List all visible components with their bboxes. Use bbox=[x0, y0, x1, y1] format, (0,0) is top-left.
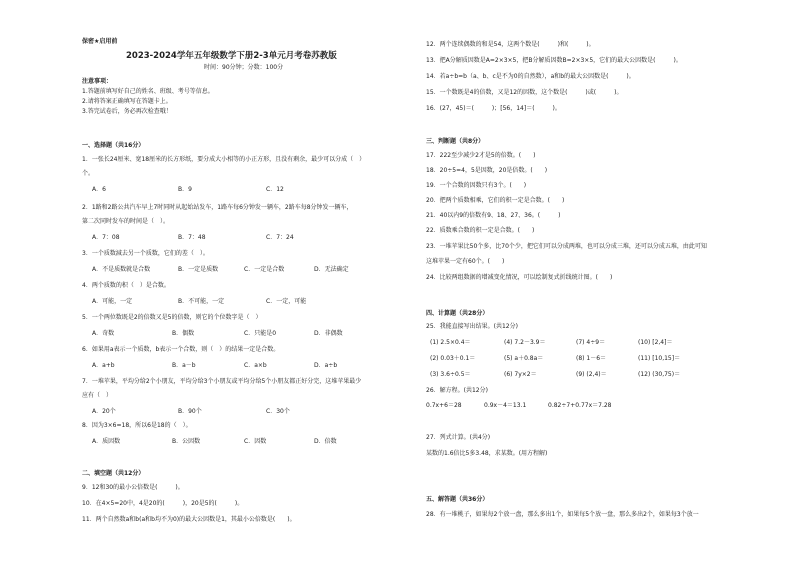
q5-text: 5．一个两位数既是2的倍数又是5的倍数，则它的个位数字是（ ） bbox=[82, 314, 262, 321]
q6-option-d: D．a÷b bbox=[314, 362, 338, 369]
q2-option-c: C．7：24 bbox=[266, 234, 294, 241]
q5-option-b: B．偶数 bbox=[172, 330, 195, 337]
equation-item: 0.82÷7+0.77x＝7.28 bbox=[548, 402, 612, 409]
q8-option-b: B．公因数 bbox=[172, 438, 201, 445]
q13-text: 13．把A分解质因数是A=2×3×5，把B分解质因数B=2×3×5，它们的最大公因数是( )。 bbox=[426, 57, 682, 64]
q8-option-c: C．因数 bbox=[244, 438, 267, 445]
q23-text-cont: 这堆苹果一定有60个。( ) bbox=[426, 258, 505, 265]
q1-text-cont: 个。 bbox=[82, 170, 95, 177]
q22-text: 22．质数乘合数的积一定是合数。( ) bbox=[426, 227, 535, 234]
q3-option-a: A．不是质数就是合数 bbox=[92, 266, 151, 273]
q3-option-c: C．一定是合数 bbox=[244, 266, 285, 273]
calc-item: (1) 2.5×0.4＝ bbox=[430, 339, 471, 346]
equation-item: 0.9x－4＝13.1 bbox=[484, 402, 527, 409]
q8-text: 8．因为3×6=18，所以6是18的（ ）。 bbox=[82, 422, 192, 429]
q10-text: 10．在4×5=20中，4是20的( )，20是5的( )。 bbox=[82, 500, 244, 507]
q24-text: 24．比较两组数据的增减变化情况，可以绘制复式折线统计图。( ) bbox=[426, 274, 613, 281]
exam-time: 时间：90分钟；分数：100分 bbox=[204, 64, 284, 71]
notes-title: 注意事项： bbox=[82, 78, 113, 85]
q7-option-b: B．90个 bbox=[178, 408, 202, 415]
q8-option-a: A．质因数 bbox=[92, 438, 121, 445]
page-title: 2023-2024学年五年级数学下册2-3单元月考卷苏教版 bbox=[126, 51, 337, 61]
section-5-heading: 五、解答题（共36分） bbox=[426, 496, 489, 503]
q4-option-c: C．一定，可能 bbox=[266, 298, 307, 305]
q1-option-a: A．6 bbox=[92, 186, 106, 193]
section-4-heading: 四、计算题（共28分） bbox=[426, 310, 489, 317]
q6-option-a: A．a+b bbox=[92, 362, 115, 369]
q18-text: 18．20÷5=4，5是因数，20是倍数。( ) bbox=[426, 167, 548, 174]
note-1: 1.答题前填写好自己的姓名、班级、考号等信息。 bbox=[82, 88, 214, 95]
secret-label: 保密★启用前 bbox=[82, 38, 118, 45]
calc-item: (5) a＋0.8a＝ bbox=[504, 355, 544, 362]
note-3: 3.答完试卷后，务必再次检查哦！ bbox=[82, 108, 172, 115]
q6-option-c: C．a×b bbox=[244, 362, 267, 369]
q21-text: 21．40以内9的倍数有9、18、27、36。( ) bbox=[426, 212, 561, 219]
q5-option-d: D．非偶数 bbox=[314, 330, 343, 337]
q25-text: 25．我能直接写出结果。(共12分) bbox=[426, 323, 518, 330]
calc-item: (6) 7y×2＝ bbox=[504, 371, 537, 378]
calc-item: (12) (30,75)＝ bbox=[638, 371, 681, 378]
q5-option-c: C．只能是0 bbox=[244, 330, 277, 337]
q12-text: 12．两个连续偶数的和是54，这两个数是( )和( )。 bbox=[426, 41, 595, 48]
q1-text: 1．一张长24厘米、宽18厘米的长方形纸，要分成大小相等的小正方形，且没有剩余，最少可以分成（ ） bbox=[82, 156, 366, 163]
q3-option-d: D．无法确定 bbox=[314, 266, 349, 273]
q20-text: 20．把两个质数相乘，它们的积一定是合数。( ) bbox=[426, 197, 565, 204]
calc-item: (9) (2,4)＝ bbox=[576, 371, 607, 378]
calc-item: (3) 3.6÷0.5＝ bbox=[430, 371, 471, 378]
q2-option-a: A．7：08 bbox=[92, 234, 120, 241]
section-1-heading: 一、选择题（共16分） bbox=[82, 142, 145, 149]
q14-text: 14．若a÷b=b（a、b、c是不为0的自然数），a和b的最大公因数是( )。 bbox=[426, 73, 635, 80]
q27-task: 某数的1.6倍比5多3.48，求某数。(用方程解) bbox=[426, 450, 548, 457]
q2-text: 2．1路和2路公共汽车早上7时同时从起始站发车，1路车每6分钟发一辆车，2路车每8分钟发一辆车， bbox=[82, 204, 353, 211]
q11-text: 11．两个自然数a和b(a和b均不为0)的最大公因数是1，其最小公倍数是( )。 bbox=[82, 516, 296, 523]
calc-item: (7) 4÷9＝ bbox=[576, 339, 606, 346]
calc-item: (8) 1－6＝ bbox=[576, 355, 607, 362]
q26-text: 26．解方程。(共12分) bbox=[426, 387, 488, 394]
q7-text-cont: 应有（ ） bbox=[82, 392, 113, 399]
note-2: 2.请将答案正确填写在答题卡上。 bbox=[82, 98, 172, 105]
calc-item: (10) [2,4]＝ bbox=[638, 339, 673, 346]
calc-item: (2) 0.03＋0.1＝ bbox=[430, 355, 476, 362]
q8-option-d: D．倍数 bbox=[314, 438, 337, 445]
q2-option-b: B．7：48 bbox=[178, 234, 206, 241]
q15-text: 15．一个数既是4的倍数，又是12的因数，这个数是( )或( )。 bbox=[426, 89, 623, 96]
q1-option-c: C．12 bbox=[266, 186, 284, 193]
section-2-heading: 二、填空题（共12分） bbox=[82, 470, 145, 477]
q3-option-b: B．一定是质数 bbox=[178, 266, 219, 273]
q28-text: 28．有一堆桃子，如果每2个放一盘，那么多出1个，如果每5个放一盘，那么多出2个，如果每3个放一 bbox=[426, 511, 699, 518]
calc-item: (4) 7.2－3.9＝ bbox=[504, 339, 546, 346]
q2-text-cont: 第二次同时发车的时间是（ ）。 bbox=[82, 218, 170, 225]
q7-text: 7．一堆苹果，平均分给2个小朋友，平均分给3个小朋友或平均分给5个小朋友都正好分完，这堆苹果最少 bbox=[82, 378, 362, 385]
q16-text: 16．(27，45)＝( )；[56，14]＝( )。 bbox=[426, 105, 561, 112]
q6-text: 6．如果用a表示一个质数，b表示一个合数，则（ ）的结果一定是合数。 bbox=[82, 346, 280, 353]
calc-item: (11) [10,15]＝ bbox=[638, 355, 681, 362]
q9-text: 9．12和30的最小公倍数是( )。 bbox=[82, 484, 184, 491]
q1-option-b: B．9 bbox=[178, 186, 192, 193]
q19-text: 19．一个合数的因数只有3个。( ) bbox=[426, 182, 527, 189]
q7-option-c: C．30个 bbox=[266, 408, 290, 415]
q4-option-a: A．可能，一定 bbox=[92, 298, 133, 305]
q27-text: 27．列式计算。(共4分) bbox=[426, 434, 491, 441]
q4-option-b: B．不可能，一定 bbox=[178, 298, 225, 305]
q17-text: 17．222至少减少2才是5的倍数。( ) bbox=[426, 152, 536, 159]
q23-text: 23．一堆苹果比50个多，比70个少，把它们可以分成两堆，也可以分成三堆，还可以分成五堆，由此可知 bbox=[426, 243, 707, 250]
q5-option-a: A．奇数 bbox=[92, 330, 115, 337]
equation-item: 0.7x+6＝28 bbox=[426, 402, 462, 409]
q4-text: 4．两个质数的积（ ）是合数。 bbox=[82, 282, 170, 289]
q3-text: 3．一个质数減去另一个质数，它们的差（ ）。 bbox=[82, 250, 209, 257]
q7-option-a: A．20个 bbox=[92, 408, 116, 415]
q6-option-b: B．a－b bbox=[172, 362, 196, 369]
section-3-heading: 三、判断题（共8分） bbox=[426, 138, 485, 145]
